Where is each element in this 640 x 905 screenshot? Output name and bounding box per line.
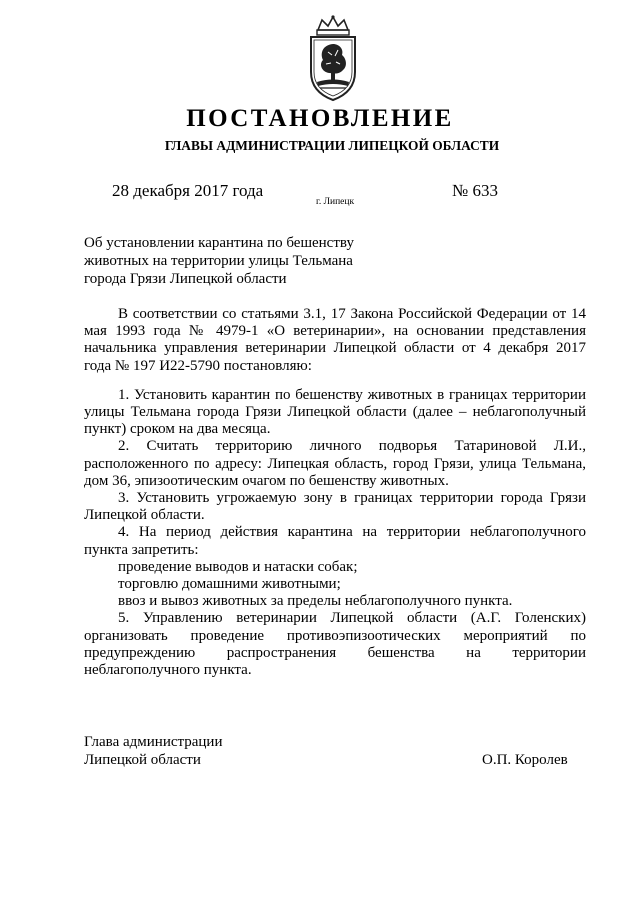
subject-line: животных на территории улицы Тельмана <box>84 253 353 269</box>
item-2-paragraph: 2. Считать территорию личного подворья Татариновой Л.И., расположенного по адресу: Липецкая область, город Грязи, улица Тельмана, дом 36, эпизоотическим очагом по бешенству животных. <box>84 438 586 489</box>
document-subtitle: ГЛАВЫ АДМИНИСТРАЦИИ ЛИПЕЦКОЙ ОБЛАСТИ <box>164 138 500 153</box>
signature-position-line: Глава администрации <box>84 734 223 750</box>
subject-line: города Грязи Липецкой области <box>84 271 287 287</box>
item-3-paragraph: 3. Установить угрожаемую зону в границах территории города Грязи Липецкой области. <box>84 490 586 524</box>
document-number: № 633 <box>452 181 498 200</box>
document-body <box>84 306 586 679</box>
document-date: 28 декабря 2017 года <box>112 181 264 200</box>
subject-line: Об установлении карантина по бешенству <box>84 235 354 251</box>
document-title: ПОСТАНОВЛЕНИЕ <box>186 105 454 132</box>
signature-name: О.П. Королев <box>482 752 568 768</box>
item-4-paragraph: 4. На период действия карантина на территории неблагополучного пункта запретить: <box>84 524 586 558</box>
ban-1-paragraph: проведение выводов и натаски собак; <box>118 558 358 575</box>
ban-2-paragraph: торговлю домашними животными; <box>118 576 341 593</box>
preamble-paragraph: В соответствии со статьями 3.1, 17 Закона Российской Федерации от 14 мая 1993 года № 4979-1 «О ветеринарии», на основании представления начальника управления ветеринарии Липецкой области от 4 декабря 2017 года № 197 И22-5790 постановляю: <box>84 306 586 374</box>
signature-position <box>84 733 222 769</box>
item-5-paragraph: 5. Управлению ветеринарии Липецкой области (А.Г. Голенских) организовать проведение противоэпизоотических мероприятий по предупреждению распространения бешенства на территории неблагополучного пункта. <box>84 610 586 679</box>
item-1-paragraph: 1. Установить карантин по бешенству животных в границах территории улицы Тельмана города Грязи Липецкой области (далее – неблагополучный пункт) сроком на два месяца. <box>84 386 586 438</box>
coat-of-arms-icon <box>298 14 368 106</box>
document-city: г. Липецк <box>316 197 355 207</box>
signature-position-line: Липецкой области <box>84 752 201 768</box>
document-subject <box>84 234 384 288</box>
ban-3-paragraph: ввоз и вывоз животных за пределы неблагополучного пункта. <box>118 593 513 610</box>
